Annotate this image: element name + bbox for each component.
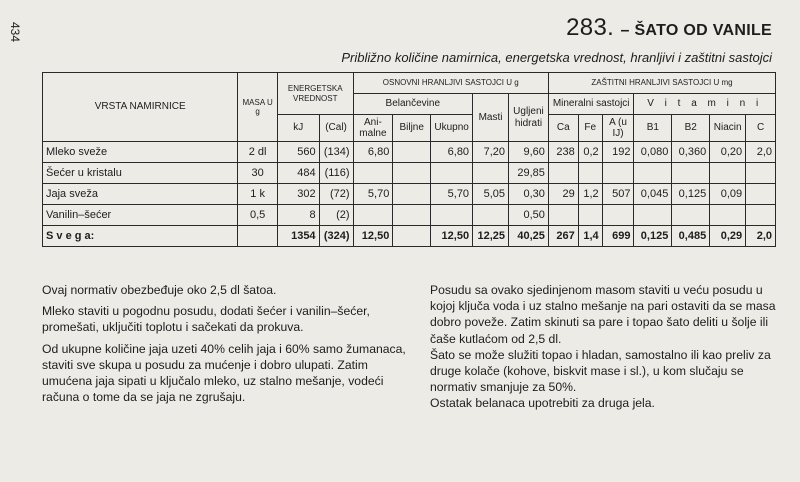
total-b2: 0,485 <box>672 226 710 247</box>
row-c <box>746 184 776 205</box>
paragraph: Ostatak belanaca upotrebiti za druga jela. <box>430 396 655 411</box>
row-animal: 6,80 <box>353 142 393 163</box>
row-b2 <box>672 205 710 226</box>
header-niacin: Niacin <box>710 115 746 142</box>
recipe-name: – ŠATO OD VANILE <box>620 22 772 39</box>
row-fat: 7,20 <box>473 142 509 163</box>
row-ca <box>548 163 578 184</box>
row-mass: 30 <box>238 163 278 184</box>
row-animal: 5,70 <box>353 184 393 205</box>
row-carbs: 29,85 <box>509 163 549 184</box>
header-item: VRSTA NAMIRNICE <box>43 73 238 142</box>
paragraph: Šato se može služiti topao i hladan, samostalno ili kao preliv za druge kolače (kohove, biskvit mase i sl.), u kom slučaju se normativ smanjuje za 50%. <box>430 347 771 395</box>
row-c <box>746 163 776 184</box>
row-plant <box>393 163 431 184</box>
total-fe: 1,4 <box>578 226 602 247</box>
row-niacin <box>710 163 746 184</box>
header-c: C <box>746 115 776 142</box>
row-name: Šećer u kristalu <box>43 163 238 184</box>
total-carbs: 40,25 <box>509 226 549 247</box>
table-caption: Približno količine namirnica, energetska vrednost, hranljivi i zaštitni sastojci <box>341 50 772 65</box>
row-plant <box>393 205 431 226</box>
row-fe <box>578 163 602 184</box>
row-cal: (134) <box>319 142 353 163</box>
row-fat <box>473 205 509 226</box>
row-niacin: 0,09 <box>710 184 746 205</box>
row-c: 2,0 <box>746 142 776 163</box>
row-name: Mleko sveže <box>43 142 238 163</box>
total-mass <box>238 226 278 247</box>
total-b1: 0,125 <box>634 226 672 247</box>
total-kj: 1354 <box>277 226 319 247</box>
paragraph: Ovaj normativ obezbeđuje oko 2,5 dl šatoa. <box>42 283 277 297</box>
row-niacin: 0,20 <box>710 142 746 163</box>
row-mass: 2 dl <box>238 142 278 163</box>
row-mass: 1 k <box>238 184 278 205</box>
row-carbs: 9,60 <box>509 142 549 163</box>
header-vitamins: V i t a m i n i <box>634 94 776 115</box>
recipe-title <box>566 14 772 42</box>
header-a: A (u IJ) <box>602 115 634 142</box>
row-a: 192 <box>602 142 634 163</box>
instructions-left-column <box>42 282 412 410</box>
row-cal: (116) <box>319 163 353 184</box>
row-b2: 0,125 <box>672 184 710 205</box>
row-b1 <box>634 163 672 184</box>
header-carbs: Ugljeni hidrati <box>509 94 549 142</box>
header-ca: Ca <box>548 115 578 142</box>
header-b1: B1 <box>634 115 672 142</box>
row-b2: 0,360 <box>672 142 710 163</box>
header-cal: (Cal) <box>319 115 353 142</box>
total-protein: 12,50 <box>431 226 473 247</box>
row-kj: 560 <box>277 142 319 163</box>
total-niacin: 0,29 <box>710 226 746 247</box>
row-plant <box>393 184 431 205</box>
row-ca: 238 <box>548 142 578 163</box>
row-carbs: 0,50 <box>509 205 549 226</box>
row-b2 <box>672 163 710 184</box>
total-cal: (324) <box>319 226 353 247</box>
header-mass: MASA U g <box>238 73 278 142</box>
header-fat: Masti <box>473 94 509 142</box>
total-c: 2,0 <box>746 226 776 247</box>
row-total <box>431 163 473 184</box>
row-a <box>602 163 634 184</box>
total-fat: 12,25 <box>473 226 509 247</box>
row-name: Jaja sveža <box>43 184 238 205</box>
table-row <box>43 163 776 184</box>
header-kj: kJ <box>277 115 319 142</box>
header-protective-nutrients: ZAŠTITNI HRANLJIVI SASTOJCI U mg <box>548 73 775 94</box>
row-total: 6,80 <box>431 142 473 163</box>
row-ca: 29 <box>548 184 578 205</box>
instructions-right-column <box>430 282 776 412</box>
header-b2: B2 <box>672 115 710 142</box>
row-a: 507 <box>602 184 634 205</box>
total-ca: 267 <box>548 226 578 247</box>
table-row <box>43 142 776 163</box>
total-row <box>43 226 776 247</box>
row-fat: 5,05 <box>473 184 509 205</box>
row-fe: 0,2 <box>578 142 602 163</box>
header-animal: Ani-malne <box>353 115 393 142</box>
row-cal: (2) <box>319 205 353 226</box>
row-cal: (72) <box>319 184 353 205</box>
header-energy: ENERGETSKA VREDNOST <box>277 73 353 115</box>
paragraph: Mleko staviti u pogodnu posudu, dodati šećer i vanilin–šećer, promešati, uključiti toplotu i sačekati da prokuva. <box>42 304 370 335</box>
row-plant <box>393 142 431 163</box>
row-kj: 8 <box>277 205 319 226</box>
row-a <box>602 205 634 226</box>
row-ca <box>548 205 578 226</box>
row-carbs: 0,30 <box>509 184 549 205</box>
header-fe: Fe <box>578 115 602 142</box>
paragraph: Od ukupne količine jaja uzeti 40% celih jaja i 60% samo žumanaca, staviti sve skupa u posudu za mućenje i dobro ulupati. Zatim umućena jaja sipati u ključalo mleko, uz stalno mešanje, vodeći računa o tome da se jaja ne zgrušaju. <box>42 341 406 405</box>
page-number: 434 <box>8 22 22 43</box>
paragraph: Posudu sa ovako sjedinjenom masom staviti u veću posudu u kojoj ključa voda i uz stalno mešanje na pari ostaviti da se masa dobro poveže. Zatim skinuti sa pare i topao šato deliti u šolje ili čaše kutlaćom od 2,5 dl. <box>430 283 776 346</box>
row-animal <box>353 163 393 184</box>
total-label: S v e g a: <box>43 226 238 247</box>
header-protein: Belančevine <box>353 94 473 115</box>
row-animal <box>353 205 393 226</box>
header-plant: Biljne <box>393 115 431 142</box>
row-fat <box>473 163 509 184</box>
table-row <box>43 184 776 205</box>
row-name: Vanilin–šećer <box>43 205 238 226</box>
row-mass: 0,5 <box>238 205 278 226</box>
header-total: Ukupno <box>431 115 473 142</box>
nutrition-table <box>42 72 776 247</box>
row-fe: 1,2 <box>578 184 602 205</box>
recipe-number: 283. <box>566 14 615 41</box>
total-plant <box>393 226 431 247</box>
row-total <box>431 205 473 226</box>
row-niacin <box>710 205 746 226</box>
row-b1: 0,080 <box>634 142 672 163</box>
row-total: 5,70 <box>431 184 473 205</box>
total-animal: 12,50 <box>353 226 393 247</box>
row-c <box>746 205 776 226</box>
row-b1: 0,045 <box>634 184 672 205</box>
row-kj: 484 <box>277 163 319 184</box>
row-b1 <box>634 205 672 226</box>
table-row <box>43 205 776 226</box>
row-fe <box>578 205 602 226</box>
row-kj: 302 <box>277 184 319 205</box>
header-basic-nutrients: OSNOVNI HRANLJIVI SASTOJCI U g <box>353 73 548 94</box>
total-a: 699 <box>602 226 634 247</box>
header-minerals: Mineralni sastojci <box>548 94 634 115</box>
